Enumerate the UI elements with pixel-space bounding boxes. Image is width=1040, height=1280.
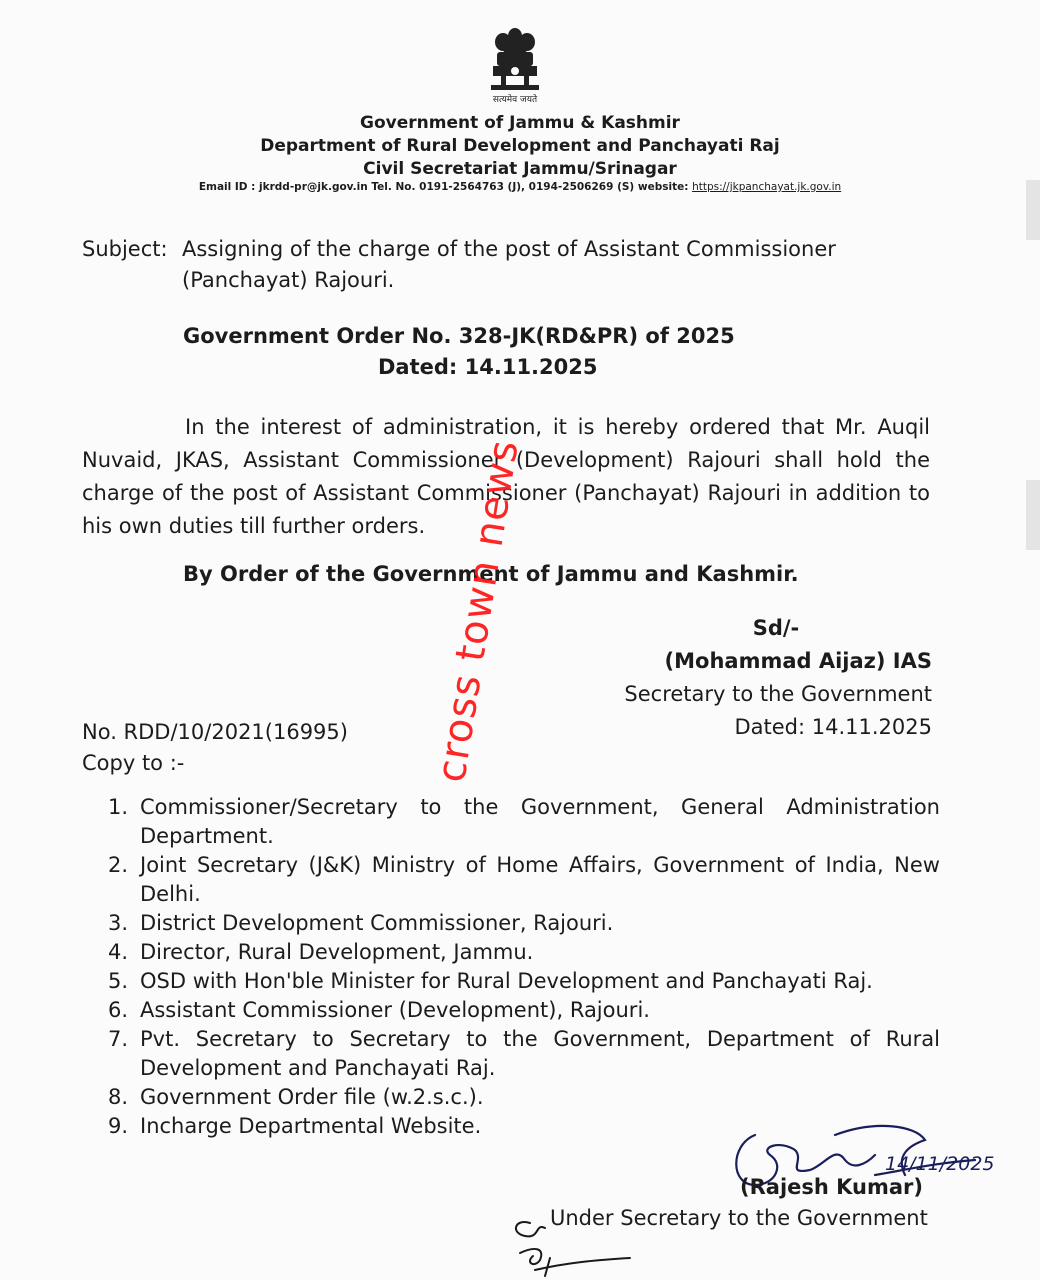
order-number: Government Order No. 328-JK(RD&PR) of 2025 <box>183 324 735 348</box>
signatory-designation: Secretary to the Government <box>624 682 932 706</box>
header-department: Department of Rural Development and Panchayati Raj <box>260 136 780 156</box>
watermark-text: cross town news <box>428 436 528 786</box>
list-item: 3. District Development Commissioner, Rajouri. <box>108 911 614 935</box>
ashoka-emblem-icon <box>475 22 555 108</box>
subject-text: Assigning of the charge of the post of Assistant Commissioner (Panchayat) Rajouri. <box>182 237 836 292</box>
list-item: 7. Pvt. Secretary to Secretary to the Government, Department of Rural Development and Panchayati Raj. <box>108 1027 940 1080</box>
list-item: 9. Incharge Departmental Website. <box>108 1114 482 1138</box>
initials-mark <box>505 1208 635 1278</box>
subject-block <box>82 234 932 292</box>
signature-date: 14/11/2025 <box>885 1153 995 1175</box>
signatory-block <box>560 612 932 744</box>
under-secretary-name: (Rajesh Kumar) <box>740 1175 924 1199</box>
list-item: 6. Assistant Commissioner (Development), Rajouri. <box>108 998 650 1022</box>
reference-number: No. RDD/10/2021(16995) <box>82 720 348 744</box>
by-order-line: By Order of the Government of Jammu and Kashmir. <box>183 562 799 586</box>
copy-list <box>108 793 940 1141</box>
order-date: Dated: 14.11.2025 <box>378 355 598 379</box>
header-secretariat: Civil Secretariat Jammu/Srinagar <box>363 159 677 179</box>
contact-details: Email ID : jkrdd-pr@jk.gov.in Tel. No. 0191-2564763 (J), 0194-2506269 (S) website: <box>198 181 693 193</box>
list-item: 4. Director, Rural Development, Jammu. <box>108 940 534 964</box>
list-item: 5. OSD with Hon'ble Minister for Rural Development and Panchayati Raj. <box>108 969 873 993</box>
list-item: 8. Government Order file (w.2.s.c.). <box>108 1085 484 1109</box>
website-link[interactable]: https://jkpanchayat.jk.gov.in <box>692 181 842 193</box>
order-body: In the interest of administration, it is hereby ordered that Mr. Auqil Nuvaid, JKAS, Assistant Commissioner (Development) Rajouri shall hold the charge of the post of Assistant Commissioner (Panchayat) Rajouri in addition to his own duties till further orders. <box>82 415 930 538</box>
scan-edge-mark <box>1026 480 1040 550</box>
sd-mark: Sd/- <box>752 616 800 640</box>
subject-label: Subject: <box>82 237 168 261</box>
emblem-motto: सत्यमेव जयते <box>492 95 538 105</box>
scan-edge-mark <box>1026 180 1040 240</box>
list-item: 1. Commissioner/Secretary to the Government, General Administration Department. <box>108 795 940 848</box>
header-contact <box>0 181 1040 193</box>
under-secretary-designation: Under Secretary to the Government <box>550 1206 928 1230</box>
signatory-name: (Mohammad Aijaz) IAS <box>664 649 932 673</box>
list-item: 2. Joint Secretary (J&K) Ministry of Home Affairs, Government of India, New Delhi. <box>108 853 940 906</box>
header-government: Government of Jammu & Kashmir <box>360 113 680 133</box>
signatory-date: Dated: 14.11.2025 <box>734 715 932 739</box>
copy-to-label: Copy to :- <box>82 751 185 775</box>
